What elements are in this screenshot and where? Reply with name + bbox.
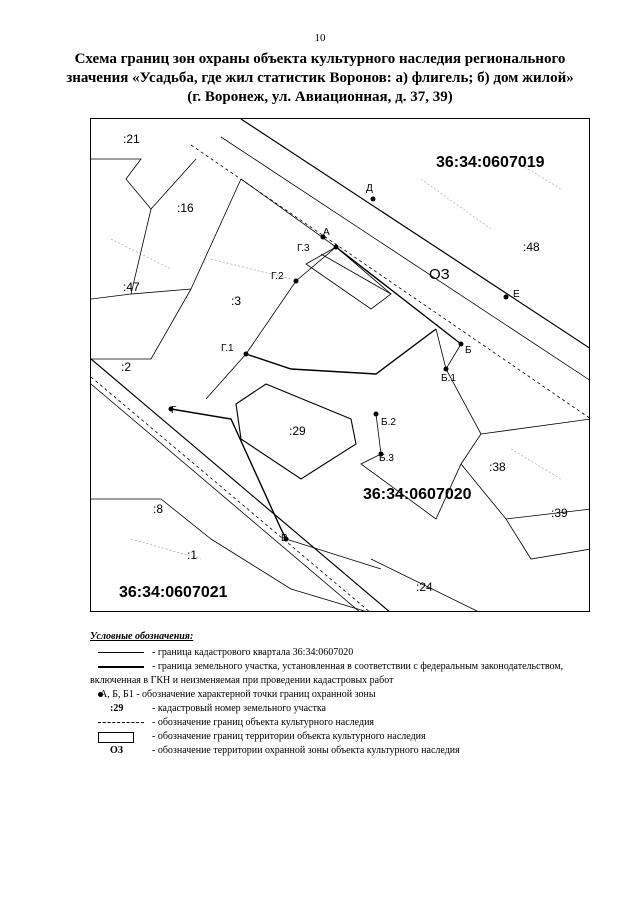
- legend-item-parcel-boundary: - граница земельного участка, установленная в соответствии с федеральным законодательством, включенная в ГКН и неизменяемая при проведении кадастровых работ: [90, 661, 564, 686]
- parcel-label: :1: [187, 548, 198, 562]
- quarter-labels: [119, 154, 545, 601]
- point-label: В: [281, 533, 288, 544]
- parcel-label: :39: [551, 506, 568, 520]
- point-marker-b1: [444, 367, 449, 372]
- zone-label: ОЗ: [429, 266, 450, 283]
- parcel-label: :16: [177, 201, 194, 215]
- point-marker-b: [459, 342, 464, 347]
- parcel-labels: [121, 132, 568, 594]
- quarter-label: 36:34:0607021: [119, 584, 228, 601]
- legend-item-points: А, Б, Б1 - обозначение характерной точки границ охранной зоны: [100, 689, 376, 700]
- point-label: Е: [513, 289, 520, 300]
- title-line-2: значения «Усадьба, где жил статистик Воронов: а) флигель; б) дом жилой»: [66, 70, 574, 86]
- point-label: Г: [171, 405, 177, 416]
- point-label: Д: [366, 183, 373, 194]
- point-marker-g1: [244, 352, 249, 357]
- legend-title: Условные обозначения:: [90, 631, 194, 642]
- quarter-label: 36:34:0607019: [436, 154, 545, 171]
- parcel-boundaries: [91, 119, 590, 612]
- point-label: Б.2: [381, 417, 396, 428]
- parcel-label: :29: [289, 424, 306, 438]
- parcel-label: :21: [123, 132, 140, 146]
- title-line-1: Схема границ зон охраны объекта культурного наследия регионального: [74, 51, 566, 67]
- parcel-label: :3: [231, 294, 242, 308]
- point-label: Г.3: [297, 243, 310, 254]
- quarter-label: 36:34:0607020: [363, 486, 472, 503]
- point-marker-b2: [374, 412, 379, 417]
- map-canvas: [91, 119, 590, 612]
- legend: [90, 630, 610, 758]
- point-label: Г.2: [271, 271, 284, 282]
- page-title: [40, 50, 600, 107]
- legend-item-heritage-territory: - обозначение границ территории объекта культурного наследия: [90, 730, 610, 744]
- parcel-label: :24: [416, 580, 433, 594]
- legend-box-icon: [98, 732, 134, 743]
- point-label: Б: [465, 345, 472, 356]
- point-marker-g2: [294, 279, 299, 284]
- page-number: 10: [314, 32, 326, 44]
- cadastral-map: [90, 118, 590, 612]
- legend-item-zone: ОЗ - обозначение территории охранной зоны объекта культурного наследия: [110, 745, 460, 756]
- parcel-label: :48: [523, 240, 540, 254]
- legend-item-heritage-boundary: - обозначение границ объекта культурного наследия: [90, 716, 610, 730]
- legend-item-cadastral: :29 - кадастровый номер земельного участка: [110, 703, 326, 714]
- point-label: Б.3: [379, 453, 394, 464]
- legend-item-quarter: - граница кадастрового квартала 36:34:0607020: [90, 646, 610, 660]
- parcel-label: :8: [153, 502, 164, 516]
- point-marker-e: [504, 295, 509, 300]
- parcel-label: :2: [121, 360, 132, 374]
- legend-line-dashed-icon: [98, 722, 144, 723]
- point-label: Г.1: [221, 343, 234, 354]
- point-marker-a: [334, 245, 339, 250]
- title-line-3: (г. Воронеж, ул. Авиационная, д. 37, 39): [187, 89, 453, 105]
- parcel-label: :38: [489, 460, 506, 474]
- point-label: А: [323, 227, 330, 238]
- hatch-marks: [111, 159, 561, 559]
- legend-line-thin-icon: [98, 652, 144, 653]
- point-marker-d: [371, 197, 376, 202]
- parcel-label: :47: [123, 280, 140, 294]
- point-label: Б.1: [441, 373, 456, 384]
